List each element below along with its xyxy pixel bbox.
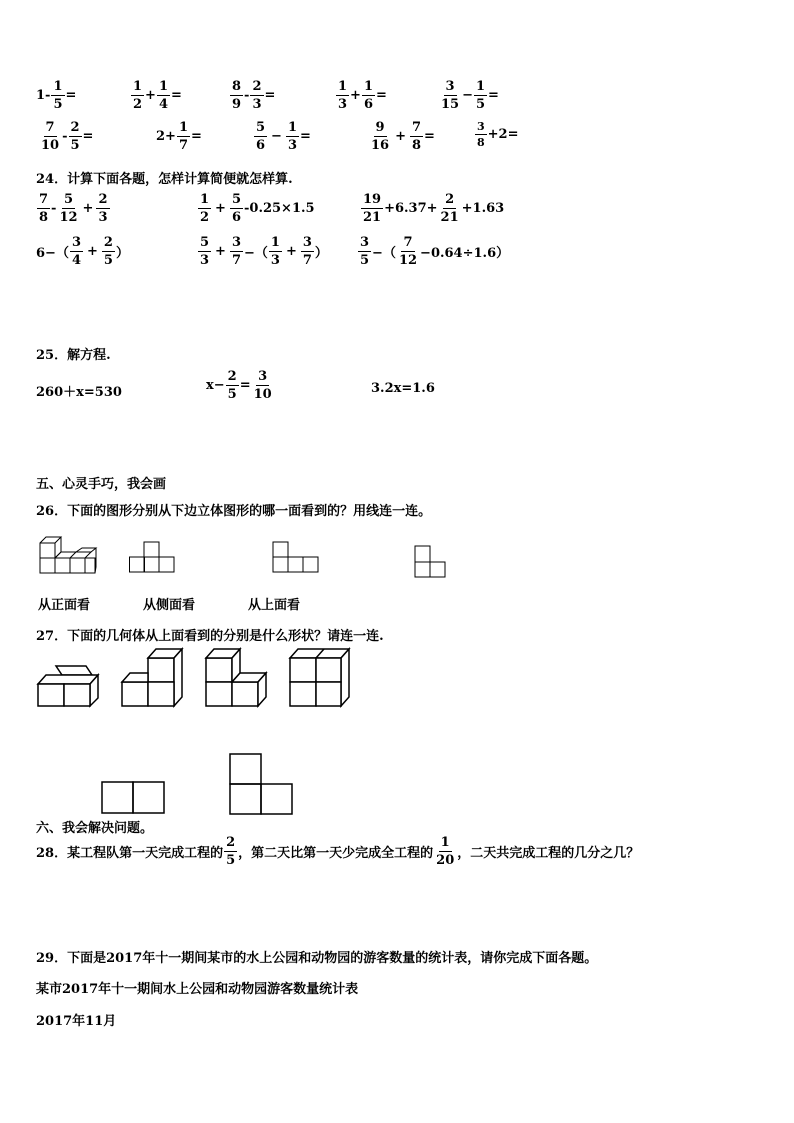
denominator: 5: [227, 387, 237, 402]
q29-table-title: 某市2017年十一期间水上公园和动物园游客数量统计表: [36, 982, 359, 997]
fraction: [51, 80, 64, 111]
q28-text-3: ，二天共完成工程的几分之几？: [457, 846, 640, 861]
numerator: 1: [133, 79, 143, 94]
fraction: [474, 80, 487, 111]
denominator: 20: [436, 853, 455, 868]
q24-title: 24．计算下面各题，怎样计算简便就怎样算.: [36, 172, 293, 187]
numerator: 9: [375, 120, 385, 135]
numerator: 2: [70, 120, 80, 135]
q24-expr-2: [197, 193, 315, 224]
section-5-title: 五、心灵手巧，我会画: [36, 477, 167, 492]
q28-question: [36, 836, 639, 867]
denominator: 5: [70, 138, 80, 153]
operator: +: [215, 244, 226, 259]
q27-answer-shape-2: [228, 752, 294, 816]
fraction: [434, 836, 456, 867]
equation-1: 260＋x=530: [36, 385, 122, 400]
q26-title: 26．下面的图形分别从下边立体图形的哪一面看到的？用线连一连。: [36, 504, 432, 519]
numerator: 1: [53, 79, 63, 94]
expr-7-10-minus-2-5: [38, 121, 93, 152]
numerator: 7: [403, 235, 413, 250]
numerator: 1: [270, 235, 280, 250]
numerator: 2: [252, 79, 262, 94]
fraction: [226, 370, 239, 401]
operator: −: [271, 129, 282, 144]
operator: -: [62, 129, 68, 144]
expr-half-plus-quarter: [130, 80, 182, 111]
numerator: 1: [338, 79, 348, 94]
denominator: 3: [98, 210, 108, 225]
fraction: [224, 836, 237, 867]
numerator: 2: [103, 235, 113, 250]
q24-expr-3: [360, 193, 504, 224]
numerator: 5: [200, 235, 210, 250]
fraction: [69, 121, 82, 152]
fraction: [230, 80, 243, 111]
expr-text: =: [424, 129, 435, 144]
expr-text: 6−（: [36, 246, 69, 261]
q24-expr-1: [36, 193, 111, 224]
denominator: 5: [226, 853, 236, 868]
fraction: [198, 236, 211, 267]
q26-label-front: 从正面看: [38, 598, 91, 613]
fraction: [336, 80, 349, 111]
fraction: [177, 121, 190, 152]
denominator: 8: [477, 136, 485, 149]
numerator: 3: [258, 369, 268, 384]
operator: +: [285, 244, 297, 259]
denominator: 3: [287, 138, 297, 153]
fraction: [301, 236, 314, 267]
operator: +: [87, 244, 98, 259]
denominator: 6: [231, 210, 241, 225]
fraction: [397, 236, 419, 267]
numerator: 1: [200, 192, 210, 207]
numerator: 3: [71, 235, 81, 250]
denominator: 8: [39, 210, 49, 225]
fraction: [439, 80, 461, 111]
denominator: 7: [178, 138, 188, 153]
expr-text: 1-: [36, 88, 51, 103]
q28-text-2: ，第二天比第一天少完成全工程的: [238, 846, 434, 861]
fraction: [198, 193, 211, 224]
numerator: 2: [226, 835, 236, 850]
q26-view-2: [272, 541, 320, 577]
expr-8-9-minus-2-3: [229, 80, 275, 111]
fraction: [230, 236, 243, 267]
expr-text: ）: [314, 246, 328, 261]
denominator: 9: [232, 97, 242, 112]
expr-text: +1.63: [461, 201, 505, 216]
operator: -: [244, 88, 250, 103]
expr-text: =: [171, 88, 182, 103]
expr-text: =: [82, 129, 94, 144]
expr-text: ）: [115, 246, 129, 261]
fraction: [252, 370, 274, 401]
fraction: [230, 193, 243, 224]
q29-title: 29．下面是2017年十一期间某市的水上公园和动物园的游客数量的统计表，请你完成下面各题。: [36, 951, 598, 966]
expr-text: =: [264, 88, 276, 103]
numerator: 5: [256, 120, 266, 135]
denominator: 7: [302, 253, 312, 268]
denominator: 21: [440, 210, 459, 225]
denominator: 4: [158, 97, 168, 112]
fraction: [70, 236, 83, 267]
expr-text: -0.25×1.5: [244, 201, 315, 216]
numerator: 3: [231, 235, 241, 250]
expr-text: =: [300, 129, 311, 144]
expr-text: −（: [372, 246, 396, 261]
numerator: 7: [45, 120, 55, 135]
q27-solid-1: [36, 660, 102, 710]
numerator: 2: [98, 192, 108, 207]
denominator: 4: [71, 253, 81, 268]
expr-text: =: [376, 88, 387, 103]
expr-text: −0.64÷1.6）: [420, 246, 510, 261]
fraction: [39, 121, 61, 152]
fraction: [475, 121, 487, 148]
fraction: [286, 121, 299, 152]
operator: =: [239, 378, 251, 393]
fraction: [410, 121, 423, 152]
numerator: 2: [227, 369, 237, 384]
numerator: 2: [445, 192, 455, 207]
operator: +: [395, 129, 406, 144]
fraction: [96, 193, 109, 224]
denominator: 5: [476, 97, 486, 112]
denominator: 6: [363, 97, 373, 112]
section-6-title: 六、我会解决问题。: [36, 821, 154, 836]
fraction: [131, 80, 144, 111]
operator: +: [350, 88, 361, 103]
denominator: 15: [441, 97, 460, 112]
numerator: 3: [302, 235, 312, 250]
expr-1-3-plus-1-6: [335, 80, 387, 111]
q29-date: 2017年11月: [36, 1014, 117, 1029]
denominator: 12: [59, 210, 78, 225]
expr-text: x−: [206, 378, 225, 393]
q24-expr-5: [197, 236, 328, 267]
q25-title: 25．解方程.: [36, 348, 111, 363]
denominator: 5: [103, 253, 113, 268]
q26-solid-figure: [38, 532, 102, 578]
numerator: 7: [39, 192, 49, 207]
numerator: 7: [412, 120, 422, 135]
denominator: 21: [363, 210, 382, 225]
operator: +: [215, 201, 226, 216]
equation-2: [206, 370, 275, 401]
numerator: 1: [363, 79, 373, 94]
denominator: 3: [200, 253, 210, 268]
denominator: 5: [360, 253, 370, 268]
fraction: [369, 121, 391, 152]
numerator: 3: [360, 235, 370, 250]
denominator: 6: [256, 138, 266, 153]
fraction: [362, 80, 375, 111]
denominator: 8: [412, 138, 422, 153]
q24-expr-4: [36, 236, 129, 267]
expr-9-16-plus-7-8: [368, 121, 435, 152]
operator: −: [462, 88, 473, 103]
q27-solid-3: [203, 645, 271, 709]
expr-2-plus-1-7: [156, 121, 202, 152]
expr-5-6-minus-1-3: [253, 121, 311, 152]
expr-text: +6.37+: [384, 201, 438, 216]
numerator: 3: [445, 79, 455, 94]
numerator: 1: [158, 79, 168, 94]
fraction: [157, 80, 170, 111]
q26-label-side: 从侧面看: [143, 598, 196, 613]
fraction: [254, 121, 267, 152]
denominator: 3: [270, 253, 280, 268]
denominator: 16: [371, 138, 390, 153]
numerator: 1: [440, 835, 450, 850]
expr-text: =: [488, 88, 499, 103]
numerator: 19: [363, 192, 382, 207]
expr-1-minus-1-5: [36, 80, 76, 111]
numerator: 1: [287, 120, 297, 135]
q27-solid-2: [120, 645, 186, 709]
fraction: [361, 193, 383, 224]
denominator: 2: [200, 210, 210, 225]
denominator: 10: [253, 387, 272, 402]
fraction: [439, 193, 461, 224]
numerator: 3: [477, 120, 485, 133]
fraction: [358, 236, 371, 267]
fraction: [269, 236, 282, 267]
q26-view-3: [413, 545, 449, 581]
q27-answer-shape-1: [100, 780, 166, 816]
expr-3-8-plus-2: [474, 121, 519, 148]
q24-expr-6: [357, 236, 509, 267]
fraction: [57, 193, 79, 224]
q26-label-top: 从上面看: [248, 598, 301, 613]
q28-text-1: 28．某工程队第一天完成工程的: [36, 846, 224, 861]
denominator: 2: [133, 97, 143, 112]
numerator: 8: [232, 79, 242, 94]
fraction: [37, 193, 50, 224]
denominator: 7: [231, 253, 241, 268]
numerator: 1: [178, 120, 188, 135]
equation-3: 3.2x=1.6: [371, 381, 435, 396]
expr-text: +2=: [487, 127, 519, 142]
expr-text: =: [191, 129, 202, 144]
q27-solid-4: [287, 645, 353, 709]
q27-title: 27．下面的几何体从上面看到的分别是什么形状？请连一连.: [36, 629, 384, 644]
denominator: 3: [338, 97, 348, 112]
expr-text: −（: [244, 246, 268, 261]
expr-3-15-minus-1-5: [438, 80, 499, 111]
operator: -: [51, 201, 57, 216]
expr-text: 2+: [156, 129, 176, 144]
denominator: 5: [53, 97, 63, 112]
fraction: [250, 80, 263, 111]
operator: +: [145, 88, 156, 103]
denominator: 12: [398, 253, 418, 268]
expr-text: =: [65, 88, 77, 103]
fraction: [102, 236, 115, 267]
denominator: 3: [252, 97, 262, 112]
operator: +: [82, 201, 94, 216]
denominator: 10: [41, 138, 60, 153]
numerator: 5: [63, 192, 74, 207]
q26-view-1: [129, 540, 179, 576]
numerator: 5: [231, 192, 241, 207]
numerator: 1: [476, 79, 486, 94]
